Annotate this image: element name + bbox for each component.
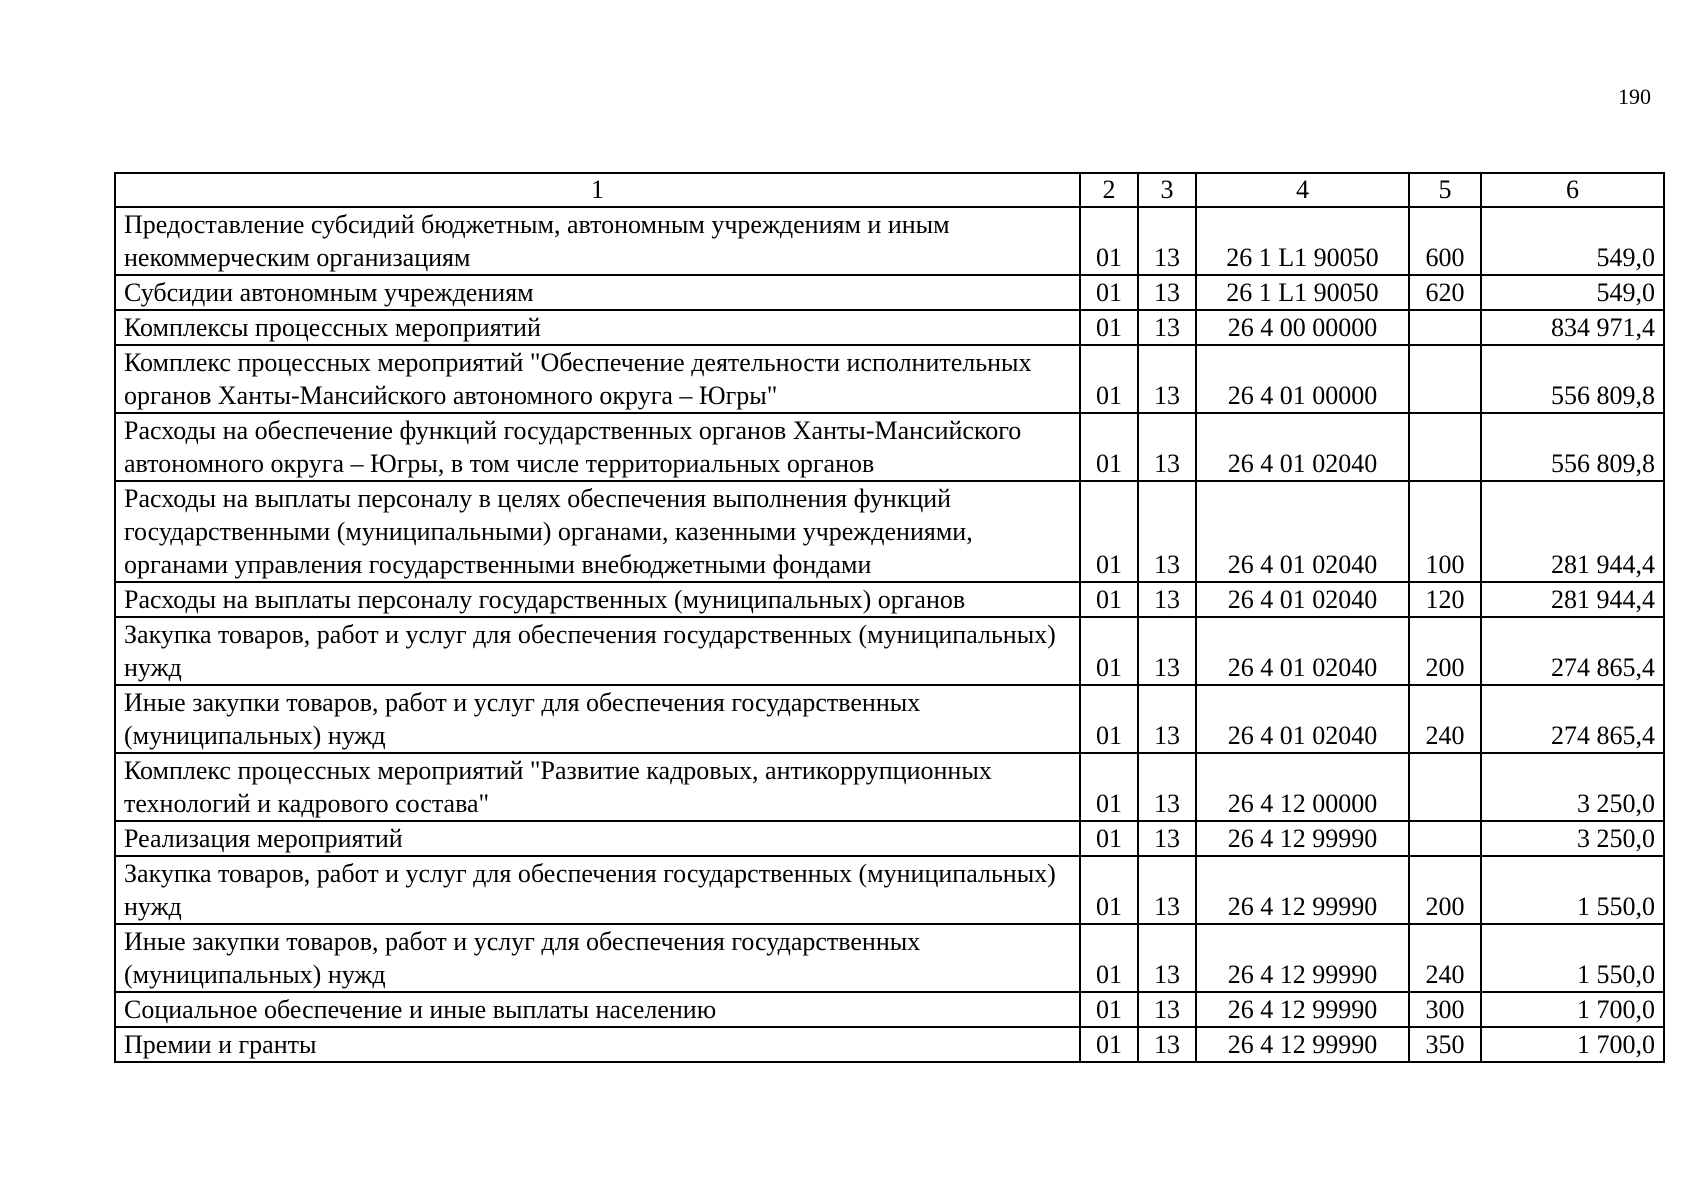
- section-code-cell: 01: [1080, 345, 1138, 413]
- expense-type-code-cell: [1409, 821, 1481, 856]
- header-cell-2: 2: [1080, 173, 1138, 207]
- header-cell-4: 4: [1196, 173, 1409, 207]
- expense-type-code-cell: [1409, 345, 1481, 413]
- amount-cell: 274 865,4: [1481, 617, 1664, 685]
- expense-type-code-cell: 600: [1409, 207, 1481, 275]
- amount-cell: 3 250,0: [1481, 753, 1664, 821]
- expense-type-code-cell: 200: [1409, 856, 1481, 924]
- subsection-code-cell: 13: [1138, 821, 1196, 856]
- table-header-row: [115, 173, 1664, 207]
- section-code-cell: 01: [1080, 821, 1138, 856]
- subsection-code-cell: 13: [1138, 481, 1196, 582]
- table-row: [115, 856, 1664, 924]
- subsection-code-cell: 13: [1138, 992, 1196, 1027]
- description-cell: Иные закупки товаров, работ и услуг для обеспечения государственных (муниципальных) нужд: [115, 685, 1080, 753]
- target-item-code-cell: 26 4 01 02040: [1196, 582, 1409, 617]
- target-item-code-cell: 26 4 01 02040: [1196, 413, 1409, 481]
- description-cell: Расходы на обеспечение функций государственных органов Ханты-Мансийского автономного округа – Югры, в том числе территориальных органов: [115, 413, 1080, 481]
- target-item-code-cell: 26 1 L1 90050: [1196, 207, 1409, 275]
- subsection-code-cell: 13: [1138, 582, 1196, 617]
- expense-type-code-cell: 240: [1409, 924, 1481, 992]
- amount-cell: 3 250,0: [1481, 821, 1664, 856]
- expense-type-code-cell: 300: [1409, 992, 1481, 1027]
- table-row: [115, 481, 1664, 582]
- description-cell: Комплекс процессных мероприятий "Обеспечение деятельности исполнительных органов Ханты-Мансийского автономного округа – Югры": [115, 345, 1080, 413]
- subsection-code-cell: 13: [1138, 685, 1196, 753]
- section-code-cell: 01: [1080, 992, 1138, 1027]
- expense-type-code-cell: 620: [1409, 275, 1481, 310]
- target-item-code-cell: 26 4 12 99990: [1196, 924, 1409, 992]
- subsection-code-cell: 13: [1138, 345, 1196, 413]
- amount-cell: 556 809,8: [1481, 345, 1664, 413]
- subsection-code-cell: 13: [1138, 207, 1196, 275]
- target-item-code-cell: 26 4 12 99990: [1196, 1027, 1409, 1062]
- table-row: [115, 310, 1664, 345]
- header-cell-1: 1: [115, 173, 1080, 207]
- section-code-cell: 01: [1080, 924, 1138, 992]
- description-cell: Расходы на выплаты персоналу в целях обеспечения выполнения функций государственными (муниципальными) органами, казенными учреждениями, органами управления государственными внебюджетными фондами: [115, 481, 1080, 582]
- expense-type-code-cell: 200: [1409, 617, 1481, 685]
- amount-cell: 274 865,4: [1481, 685, 1664, 753]
- description-cell: Субсидии автономным учреждениям: [115, 275, 1080, 310]
- description-cell: Предоставление субсидий бюджетным, автономным учреждениям и иным некоммерческим организациям: [115, 207, 1080, 275]
- section-code-cell: 01: [1080, 275, 1138, 310]
- section-code-cell: 01: [1080, 582, 1138, 617]
- table-row: [115, 582, 1664, 617]
- section-code-cell: 01: [1080, 310, 1138, 345]
- section-code-cell: 01: [1080, 1027, 1138, 1062]
- table-row: [115, 821, 1664, 856]
- description-cell: Комплекс процессных мероприятий "Развитие кадровых, антикоррупционных технологий и кадрового состава": [115, 753, 1080, 821]
- header-cell-3: 3: [1138, 173, 1196, 207]
- description-cell: Расходы на выплаты персоналу государственных (муниципальных) органов: [115, 582, 1080, 617]
- page-number: 190: [1618, 84, 1651, 109]
- description-cell: Иные закупки товаров, работ и услуг для обеспечения государственных (муниципальных) нужд: [115, 924, 1080, 992]
- amount-cell: 1 550,0: [1481, 924, 1664, 992]
- amount-cell: 281 944,4: [1481, 582, 1664, 617]
- subsection-code-cell: 13: [1138, 1027, 1196, 1062]
- amount-cell: 549,0: [1481, 275, 1664, 310]
- table-row: [115, 1027, 1664, 1062]
- table-row: [115, 275, 1664, 310]
- section-code-cell: 01: [1080, 207, 1138, 275]
- table-row: [115, 413, 1664, 481]
- amount-cell: 1 550,0: [1481, 856, 1664, 924]
- section-code-cell: 01: [1080, 481, 1138, 582]
- target-item-code-cell: 26 4 01 00000: [1196, 345, 1409, 413]
- expense-type-code-cell: 240: [1409, 685, 1481, 753]
- target-item-code-cell: 26 4 01 02040: [1196, 685, 1409, 753]
- budget-table: [114, 172, 1665, 1063]
- subsection-code-cell: 13: [1138, 924, 1196, 992]
- table-row: [115, 992, 1664, 1027]
- section-code-cell: 01: [1080, 413, 1138, 481]
- table-row: [115, 924, 1664, 992]
- description-cell: Закупка товаров, работ и услуг для обеспечения государственных (муниципальных) нужд: [115, 856, 1080, 924]
- description-cell: Закупка товаров, работ и услуг для обеспечения государственных (муниципальных) нужд: [115, 617, 1080, 685]
- description-cell: Премии и гранты: [115, 1027, 1080, 1062]
- table-row: [115, 207, 1664, 275]
- header-cell-5: 5: [1409, 173, 1481, 207]
- section-code-cell: 01: [1080, 617, 1138, 685]
- table-row: [115, 345, 1664, 413]
- target-item-code-cell: 26 4 12 99990: [1196, 821, 1409, 856]
- subsection-code-cell: 13: [1138, 310, 1196, 345]
- target-item-code-cell: 26 4 12 99990: [1196, 992, 1409, 1027]
- amount-cell: 556 809,8: [1481, 413, 1664, 481]
- target-item-code-cell: 26 1 L1 90050: [1196, 275, 1409, 310]
- expense-type-code-cell: [1409, 310, 1481, 345]
- table-row: [115, 753, 1664, 821]
- expense-type-code-cell: 120: [1409, 582, 1481, 617]
- section-code-cell: 01: [1080, 685, 1138, 753]
- amount-cell: 1 700,0: [1481, 992, 1664, 1027]
- expense-type-code-cell: 100: [1409, 481, 1481, 582]
- target-item-code-cell: 26 4 01 02040: [1196, 617, 1409, 685]
- amount-cell: 1 700,0: [1481, 1027, 1664, 1062]
- section-code-cell: 01: [1080, 856, 1138, 924]
- target-item-code-cell: 26 4 12 99990: [1196, 856, 1409, 924]
- header-cell-6: 6: [1481, 173, 1664, 207]
- subsection-code-cell: 13: [1138, 275, 1196, 310]
- section-code-cell: 01: [1080, 753, 1138, 821]
- target-item-code-cell: 26 4 01 02040: [1196, 481, 1409, 582]
- subsection-code-cell: 13: [1138, 856, 1196, 924]
- subsection-code-cell: 13: [1138, 413, 1196, 481]
- amount-cell: 549,0: [1481, 207, 1664, 275]
- amount-cell: 281 944,4: [1481, 481, 1664, 582]
- subsection-code-cell: 13: [1138, 753, 1196, 821]
- subsection-code-cell: 13: [1138, 617, 1196, 685]
- expense-type-code-cell: [1409, 753, 1481, 821]
- target-item-code-cell: 26 4 12 00000: [1196, 753, 1409, 821]
- expense-type-code-cell: 350: [1409, 1027, 1481, 1062]
- table-row: [115, 685, 1664, 753]
- table-row: [115, 617, 1664, 685]
- expense-type-code-cell: [1409, 413, 1481, 481]
- description-cell: Социальное обеспечение и иные выплаты населению: [115, 992, 1080, 1027]
- amount-cell: 834 971,4: [1481, 310, 1664, 345]
- description-cell: Реализация мероприятий: [115, 821, 1080, 856]
- description-cell: Комплексы процессных мероприятий: [115, 310, 1080, 345]
- target-item-code-cell: 26 4 00 00000: [1196, 310, 1409, 345]
